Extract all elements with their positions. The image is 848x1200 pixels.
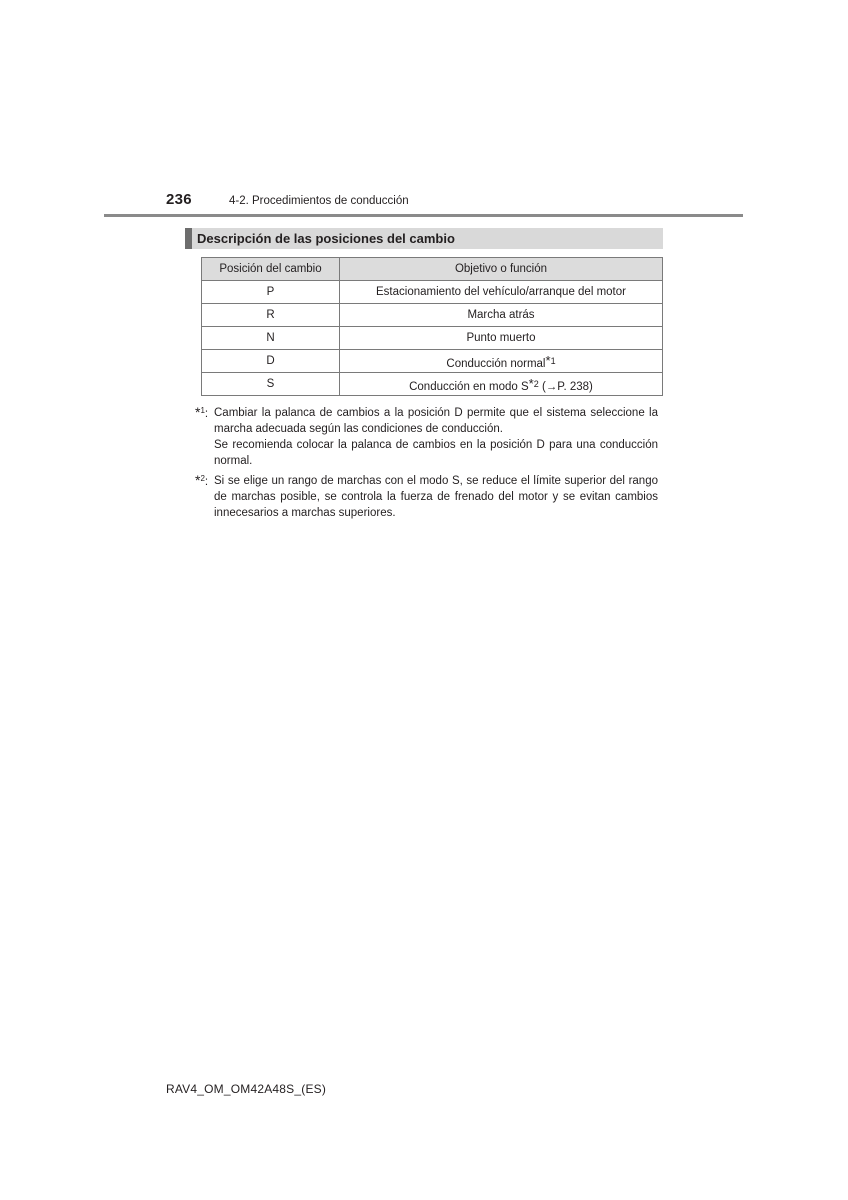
cell-function: Marcha atrás <box>340 304 663 327</box>
header-divider <box>104 214 743 217</box>
page-reference: (→P. 238) <box>541 380 593 393</box>
cell-function: Punto muerto <box>340 327 663 350</box>
cell-position: S <box>202 373 340 396</box>
column-header-position: Posición del cambio <box>202 258 340 281</box>
asterisk-icon: * <box>195 404 201 420</box>
cell-position: N <box>202 327 340 350</box>
footnote-text: Cambiar la palanca de cambios a la posición D permite que el sistema seleccione la marcha adecuada según las condiciones de conducción. <box>214 407 658 435</box>
footnote-text: Si se elige un rango de marchas con el modo S, se reduce el límite superior del rango de marchas posible, se controla la fuerza de frenado del motor y se evitan cambios innecesarios a marchas superiores. <box>214 475 658 519</box>
footnote <box>195 405 658 469</box>
cell-function: Estacionamiento del vehículo/arranque del motor <box>340 281 663 304</box>
footnote-marker: *$^2$: <box>195 472 209 488</box>
section-title: 4-2. Procedimientos de conducción <box>229 195 409 207</box>
asterisk-icon: * <box>528 375 534 391</box>
cell-position: R <box>202 304 340 327</box>
cell-position: D <box>202 350 340 373</box>
table-row <box>202 373 663 396</box>
footnote <box>195 473 658 521</box>
asterisk-icon: * <box>545 352 551 368</box>
cell-function <box>340 350 663 373</box>
heading-bar <box>185 228 663 249</box>
asterisk-icon: * <box>195 472 201 488</box>
footnote-ref: *2 <box>528 375 539 391</box>
document-code: RAV4_OM_OM42A48S_(ES) <box>166 1082 327 1096</box>
heading-title: Descripción de las posiciones del cambio <box>197 231 455 246</box>
table-row <box>202 281 663 304</box>
footnote-ref: *1 <box>545 352 556 368</box>
table-row <box>202 350 663 373</box>
table-header-row <box>202 258 663 281</box>
shift-positions-table <box>201 257 663 396</box>
footnote-text: Se recomienda colocar la palanca de cambios en la posición D para una conducción normal. <box>214 439 658 467</box>
page-number: 236 <box>166 191 192 208</box>
table-row <box>202 327 663 350</box>
footnotes <box>195 405 658 525</box>
cell-function <box>340 373 663 396</box>
table-row <box>202 304 663 327</box>
cell-function-text: Conducción en modo S <box>409 380 529 393</box>
cell-position: P <box>202 281 340 304</box>
footnote-marker: *$^1$: <box>195 404 209 420</box>
column-header-function: Objetivo o función <box>340 258 663 281</box>
cell-function-text: Conducción normal <box>446 357 546 370</box>
